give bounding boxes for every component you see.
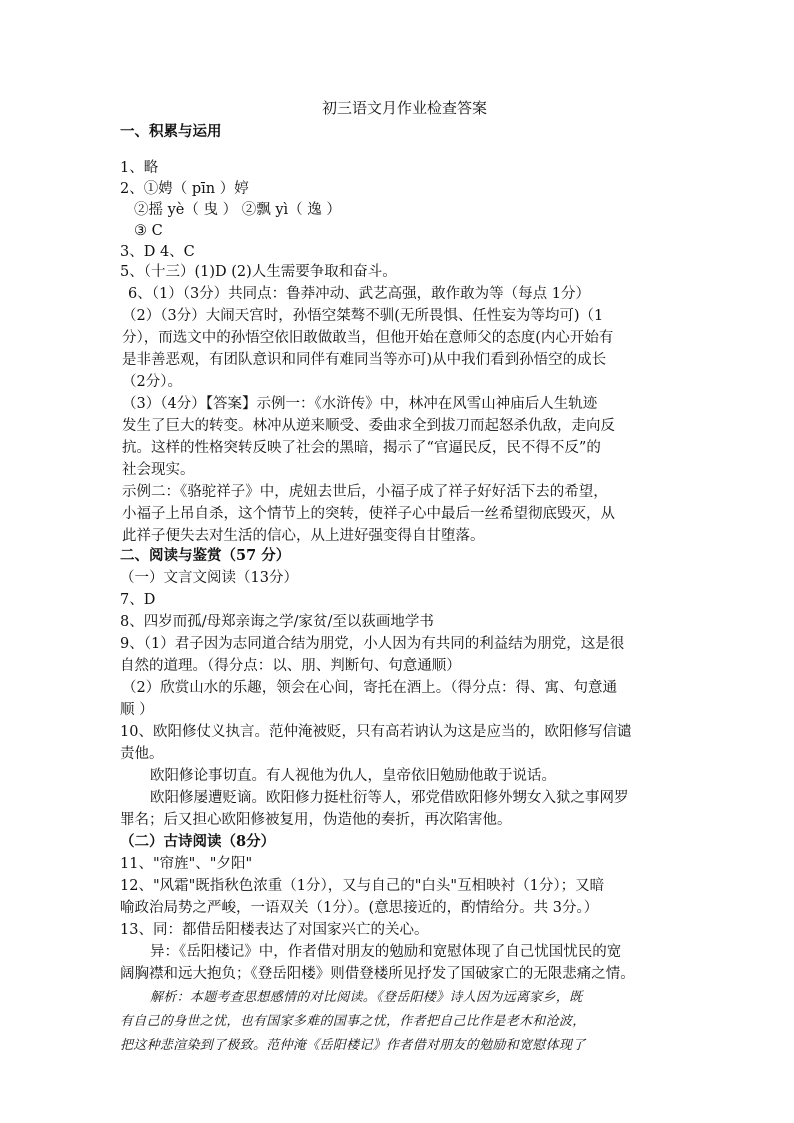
answer-line: 5、（十三）(1)D (2)人生需要争取和奋斗。 (120, 264, 397, 280)
answer-line: 6、（1）（3分）共同点：鲁莽冲动、武艺高强，敢作敢为等（每点 1分） (128, 286, 591, 302)
answer-line: 7、D (120, 592, 156, 608)
answer-line: 自然的道理。（得分点：以、朋、判断句、句意通顺） (120, 658, 461, 674)
answer-line: 12、"风霜"既指秋色浓重（1分），又与自己的"白头"互相映衬（1分）；又暗 (120, 878, 605, 894)
answer-line: 分），而选文中的孙悟空依旧敢做敢当，但他开始在意师父的态度(内心开始有 (122, 330, 614, 346)
answer-line: 欧阳修论事切直。有人视他为仇人，皇帝依旧勉励他敢于说话。 (150, 768, 556, 784)
section-heading: 二、阅读与鉴赏（57 分） (120, 547, 291, 564)
answer-line: 9、（1）君子因为志同道合结为朋党，小人因为有共同的利益结为朋党，这是很 (120, 636, 625, 652)
analysis-line: 有自己的身世之忧，也有国家多难的国事之忧，作者把自己比作是老木和沧波， (120, 1014, 586, 1029)
answer-line: （2）欣赏山水的乐趣，领会在心间，寄托在酒上。（得分点：得、寓、句意通 (122, 680, 617, 696)
analysis-line: 把这种悲渲染到了极致。范仲淹《岳阳楼记》作者借对朋友的勉励和宽慰体现了 (120, 1038, 586, 1053)
answer-line: 喻政治局势之严峻，一语双关（1分）。(意思接近的，酌情给分。共 3分。） (120, 900, 599, 916)
answer-line: 社会现实。 (122, 462, 195, 478)
answer-line: 2、①娉（ pīn ）婷 (120, 181, 249, 197)
answer-line: 罪名；后又担心欧阳修被复用，伪造他的奏折，再次陷害他。 (120, 812, 512, 828)
page-title: 初三语文月作业检查答案 (322, 99, 488, 117)
answer-line: 顺 ） (120, 702, 154, 718)
answer-line: 小福子上吊自杀，这个情节上的突转，使祥子心中最后一丝希望彻底毁灭，从 (122, 506, 615, 522)
analysis-line: 解析：本题考查思想感情的对比阅读。《登岳阳楼》诗人因为远离家乡，既 (150, 990, 583, 1005)
answer-line: （一）文言文阅读（13分） (120, 570, 298, 586)
answer-line: ②摇 yè（ 曳 ） ②飘 yì（ 逸 ） (134, 202, 341, 218)
answer-line: 责他。 (120, 746, 164, 762)
answer-line: 阔胸襟和远大抱负；《登岳阳楼》则借登楼所见抒发了国破家亡的无限悲痛之情。 (120, 966, 635, 982)
answer-line: 此祥子便失去对生活的信心，从上进好强变得自甘堕落。 (122, 528, 485, 544)
answer-line: （2分）。 (122, 374, 182, 390)
answer-line: 8、四岁而孤/母郑亲诲之学/家贫/至以荻画地学书 (120, 614, 434, 630)
answer-line: 13、同：都借岳阳楼表达了对国家兴亡的关心。 (120, 922, 429, 938)
section-heading: （二）古诗阅读（8分） (120, 833, 276, 850)
answer-line: 发生了巨大的转变。林冲从逆来顺受、委曲求全到拔刀而起怒杀仇敌，走向反 (122, 418, 615, 434)
answer-line: 3、D 4、C (120, 244, 195, 260)
answer-line: 异：《岳阳楼记》中，作者借对朋友的勉励和宽慰体现了自己忧国忧民的宽 (150, 944, 622, 960)
answer-line: （2）（3分）大闹天宫时，孙悟空桀骜不驯(无所畏惧、任性妄为等均可)（1 (122, 308, 604, 324)
answer-line: 欧阳修屡遭贬谪。欧阳修力挺杜衍等人，邪党借欧阳修外甥女入狱之事网罗 (150, 790, 629, 806)
answer-line: 是非善恶观，有团队意识和同伴有难同当等亦可)从中我们看到孙悟空的成长 (122, 352, 607, 368)
answer-line: 示例二：《骆驼祥子》中，虎妞去世后，小福子成了祥子好好活下去的希望， (122, 484, 608, 500)
answer-line: 10、欧阳修仗义执言。范仲淹被贬，只有高若讷认为这是应当的，欧阳修写信谴 (120, 724, 632, 740)
answer-line: 抗。这样的性格突转反映了社会的黑暗，揭示了“官逼民反，民不得不反”的 (122, 440, 601, 456)
answer-line: 11、"帘旌"、"夕阳" (120, 856, 253, 872)
answer-line: （3）（4分）【答案】示例一：《水浒传》中，林冲在风雪山神庙后人生轨迹 (122, 396, 598, 412)
section-heading: 一、积累与运用 (120, 123, 222, 140)
answer-line: ③ C (134, 223, 163, 239)
answer-line: 1、略 (120, 160, 159, 176)
